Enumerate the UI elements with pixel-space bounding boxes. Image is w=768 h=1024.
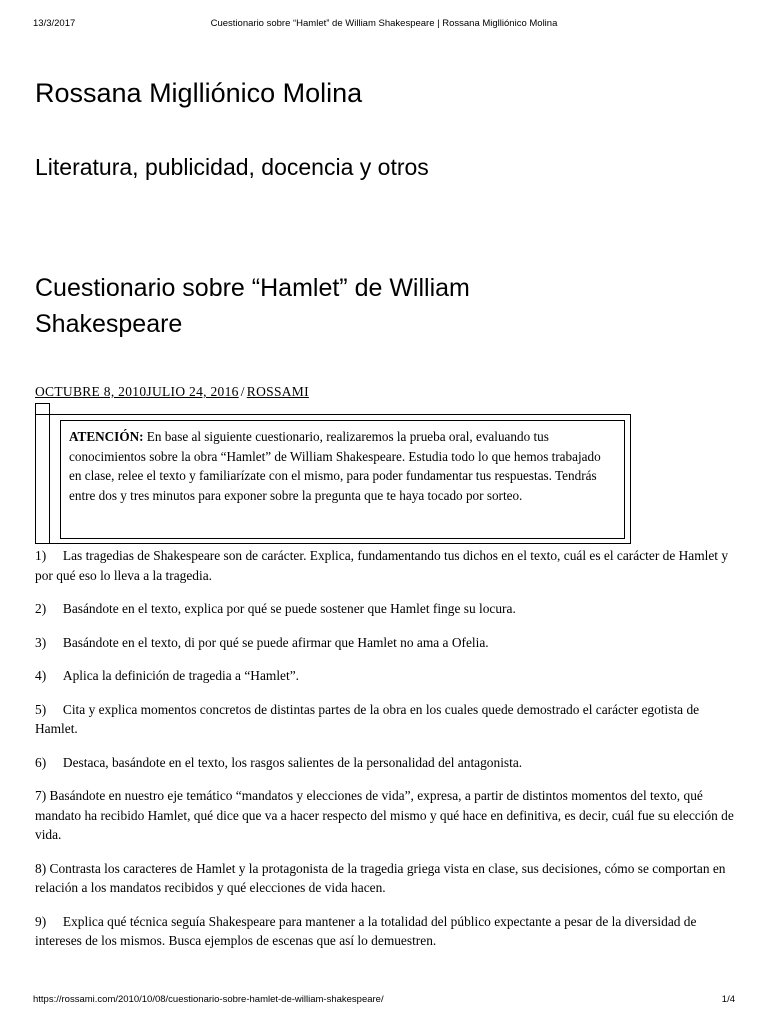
question-text: Explica qué técnica seguía Shakespeare para mantener a la totalidad del público expectante a pesar de la diversidad de intereses de los mismos. Busca ejemplos de escenas que así lo demuestren.: [35, 913, 697, 948]
question-text: Las tragedias de Shakespeare son de carácter. Explica, fundamentando tus dichos en el texto, cuál es el carácter de Hamlet y por qué eso lo lleva a la tragedia.: [35, 548, 729, 583]
post-date-link[interactable]: OCTUBRE 8, 2010: [35, 384, 147, 399]
question-text: Cita y explica momentos concretos de distintas partes de la obra en los cuales quede demostrado el carácter egotista de Hamlet.: [35, 701, 700, 736]
question-item: [35, 546, 735, 585]
question-item: [35, 859, 735, 898]
question-number: 5): [35, 701, 47, 717]
notice-text: En base al siguiente cuestionario, realizaremos la prueba oral, evaluando tus conocimientos sobre la obra “Hamlet” de William Shakespeare. Estudia todo lo que hemos trabajado en clase, relee el texto y familiarízate con el mismo, para poder fundamentar tus respuestas. Tendrás entre dos y tres minutos para exponer sobre la pregunta que te haya tocado por sorteo.: [69, 429, 601, 503]
question-number: 8): [35, 860, 47, 876]
meta-separator: /: [240, 384, 245, 399]
post-author-link[interactable]: ROSSAMI: [246, 384, 309, 399]
question-number: 3): [35, 634, 47, 650]
question-number: 1): [35, 548, 47, 563]
question-item: [35, 700, 735, 739]
print-footer: [33, 994, 735, 1008]
question-text: Basándote en nuestro eje temático “mandatos y elecciones de vida”, expresa, a partir de distintos momentos del texto, qué mandato ha recibido Hamlet, qué dice que va a hacer respecto del mismo y qué hace en definitiva, es decir, cuál fue su elección de vida.: [35, 788, 734, 842]
question-text: Destaca, basándote en el texto, los rasgos salientes de la personalidad del antagonista.: [62, 754, 523, 770]
site-title[interactable]: Rossana Miglliónico Molina: [35, 78, 363, 108]
question-number: 7): [35, 788, 47, 803]
question-list: [35, 546, 735, 965]
question-item: [35, 666, 735, 686]
print-header: [33, 18, 735, 32]
question-text: Contrasta los caracteres de Hamlet y la protagonista de la tragedia griega vista en clase, sus decisiones, cómo se comportan en relación a los mandatos recibidos y qué elecciones de vida hacen.: [35, 860, 726, 895]
post-title: Cuestionario sobre “Hamlet” de William Shakespeare: [35, 274, 470, 338]
question-item: [35, 753, 735, 773]
question-number: 2): [35, 601, 47, 616]
post-updated-date-link[interactable]: JULIO 24, 2016: [146, 384, 239, 399]
question-item: [35, 786, 735, 845]
table-cell-marker: [35, 403, 50, 414]
notice-table-left-column: [35, 414, 50, 544]
print-date: 13/3/2017: [33, 18, 76, 29]
question-item: [35, 912, 735, 951]
question-item: [35, 599, 735, 619]
question-text: Basándote en el texto, explica por qué se puede sostener que Hamlet finge su locura.: [62, 601, 516, 616]
post-meta: [35, 384, 309, 400]
site-tagline: Literatura, publicidad, docencia y otros: [35, 154, 429, 180]
question-number: 9): [35, 913, 47, 929]
print-document-title: Cuestionario sobre “Hamlet” de William Shakespeare | Rossana Miglliónico Molina: [210, 18, 558, 29]
notice-box: [60, 420, 625, 539]
notice-label: ATENCIÓN:: [69, 429, 144, 444]
question-number: 6): [35, 754, 47, 770]
print-page-number: 1/4: [721, 994, 735, 1005]
question-text: Aplica la definición de tragedia a “Hamlet”.: [62, 668, 299, 683]
question-number: 4): [35, 668, 47, 683]
print-url: https://rossami.com/2010/10/08/cuestionario-sobre-hamlet-de-william-shakespeare/: [33, 994, 384, 1005]
question-item: [35, 633, 735, 653]
question-text: Basándote en el texto, di por qué se puede afirmar que Hamlet no ama a Ofelia.: [62, 634, 489, 650]
